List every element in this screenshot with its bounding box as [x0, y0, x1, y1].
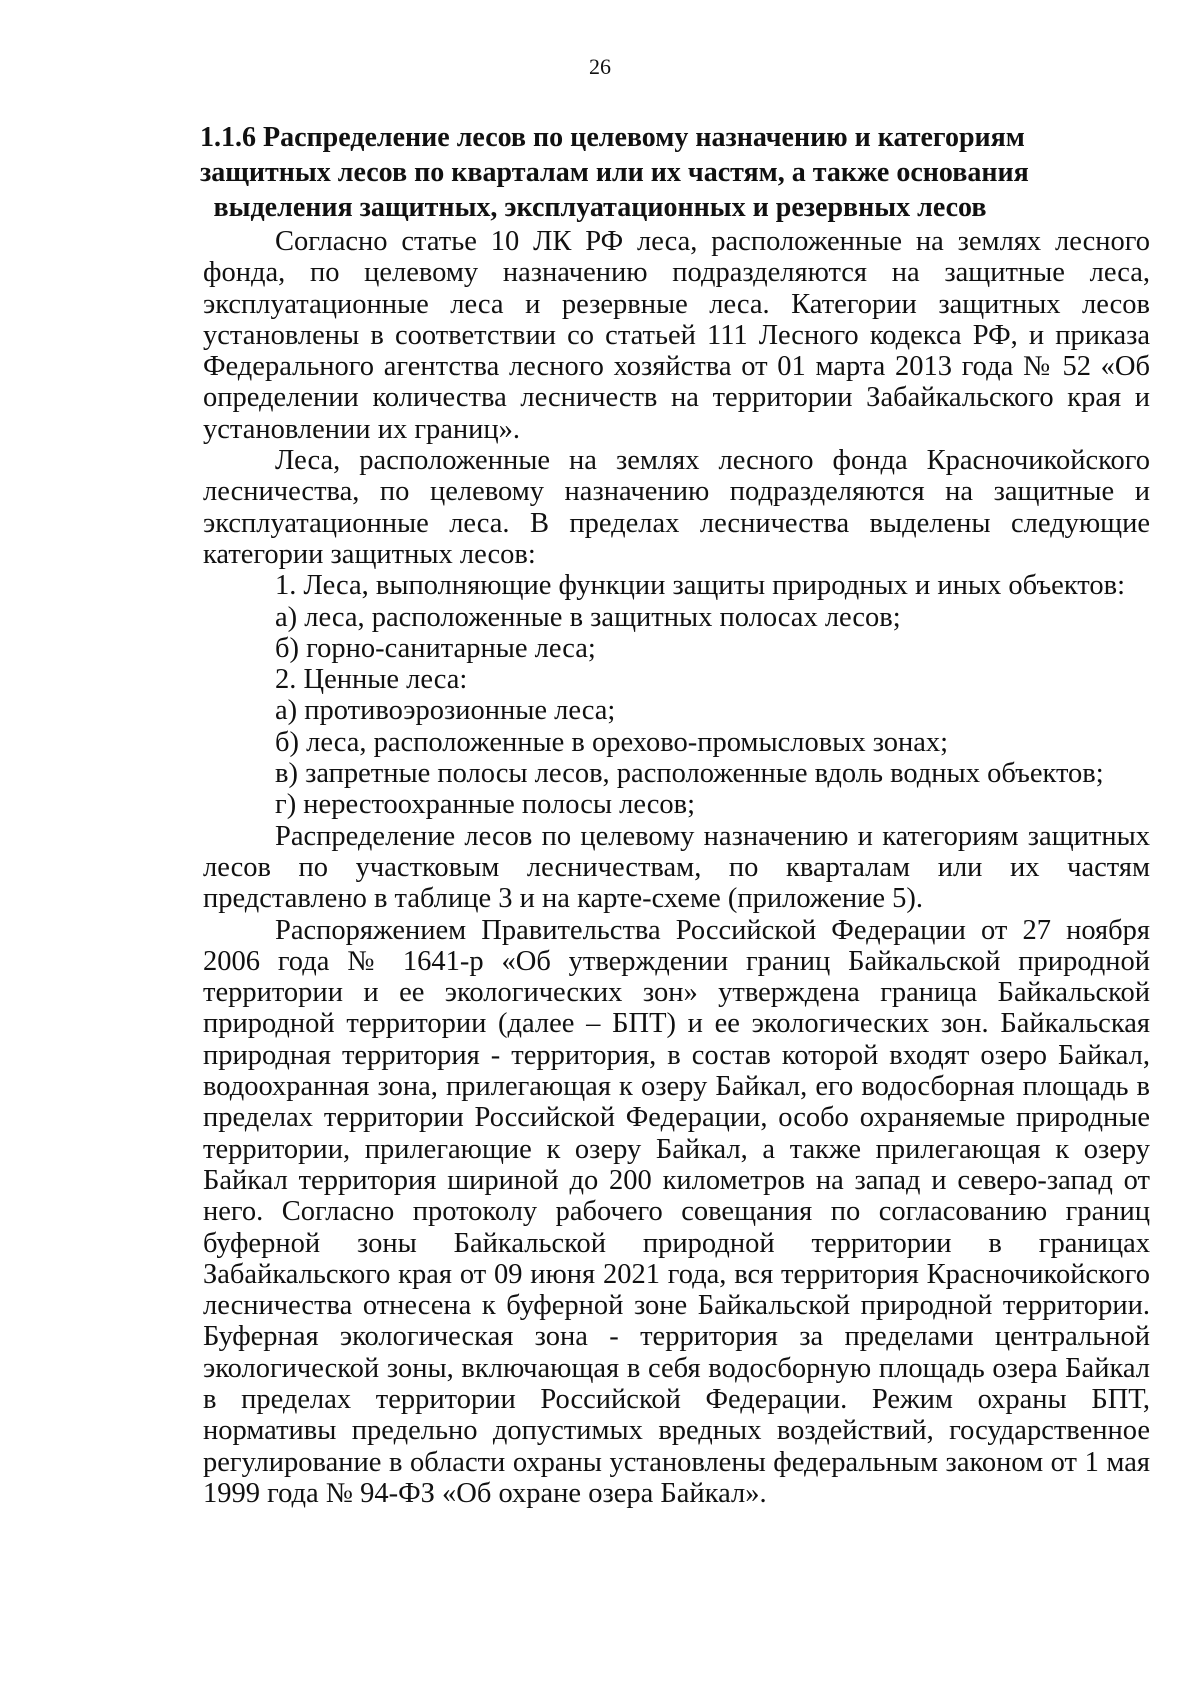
paragraph-distribution-table: Распределение лесов по целевому назначению и категориям защитных лесов по участковым лесничествам, по кварталам или их частям представлено в таблице 3 и на карте-схеме (приложение 5). — [203, 820, 1150, 915]
protective-forest-categories-list — [203, 570, 1150, 820]
list-item: б) леса, расположенные в орехово-промысловых зонах; — [275, 726, 949, 758]
section-heading-line: защитных лесов по кварталам или их частям, а также основания — [200, 157, 1029, 188]
list-item: 2. Ценные леса: — [275, 664, 468, 696]
section-heading — [200, 120, 1029, 225]
paragraph-forest-purpose: Согласно статье 10 ЛК РФ леса, расположенные на землях лесного фонда, по целевому назначению подразделяются на защитные леса, эксплуатационные леса и резервные леса. Категории защитных лесов установлены в соответствии со статьей 111 Лесного кодекса РФ, и приказа Федерального агентства лесного хозяйства от 01 марта 2013 года № 52 «Об определении количества лесничеств на территории Забайкальского края и установлении их границ». — [203, 226, 1150, 445]
list-item: а) противоэрозионные леса; — [275, 695, 616, 727]
page-number: 26 — [589, 54, 611, 79]
document-body — [203, 226, 1150, 1509]
list-item: г) нерестоохранные полосы лесов; — [275, 789, 695, 821]
list-item: б) горно-санитарные леса; — [275, 632, 596, 664]
list-item: в) запретные полосы лесов, расположенные вдоль водных объектов; — [275, 758, 1104, 790]
list-item: 1. Леса, выполняющие функции защиты природных и иных объектов: — [275, 570, 1126, 602]
section-heading-line: 1.1.6 Распределение лесов по целевому назначению и категориям — [200, 122, 1025, 153]
paragraph-baikal-territory: Распоряжением Правительства Российской Федерации от 27 ноября 2006 года № 1641-р «Об утверждении границ Байкальской природной территории и ее экологических зон» утверждена граница Байкальской природной территории (далее – БПТ) и ее экологических зон. Байкальская природная территория - территория, в состав которой входят озеро Байкал, водоохранная зона, прилегающая к озеру Байкал, его водосборная площадь в пределах территории Российской Федерации, особо охраняемые природные территории, прилегающие к озеру Байкал, а также прилегающая к озеру Байкал территория шириной до 200 километров на запад и северо-запад от него. Согласно протоколу рабочего совещания по согласованию границ буферной зоны Байкальской природной территории в границах Забайкальского края от 09 июня 2021 года, вся территория Красночикойского лесничества отнесена к буферной зоне Байкальской природной территории. Буферная экологическая зона - территория за пределами центральной экологической зоны, включающая в себя водосборную площадь озера Байкал в пределах территории Российской Федерации. Режим охраны БПТ, нормативы предельно допустимых вредных воздействий, государственное регулирование в области охраны установлены федеральным законом от 1 мая 1999 года № 94-ФЗ «Об охране озера Байкал». — [203, 914, 1150, 1509]
paragraph-krasnochikoy-forests: Леса, расположенные на землях лесного фонда Красночикойского лесничества, по целевому назначению подразделяются на защитные и эксплуатационные леса. В пределах лесничества выделены следующие категории защитных лесов: — [203, 445, 1150, 570]
section-heading-line: выделения защитных, эксплуатационных и резервных лесов — [213, 192, 987, 223]
list-item: а) леса, расположенные в защитных полосах лесов; — [275, 601, 901, 633]
